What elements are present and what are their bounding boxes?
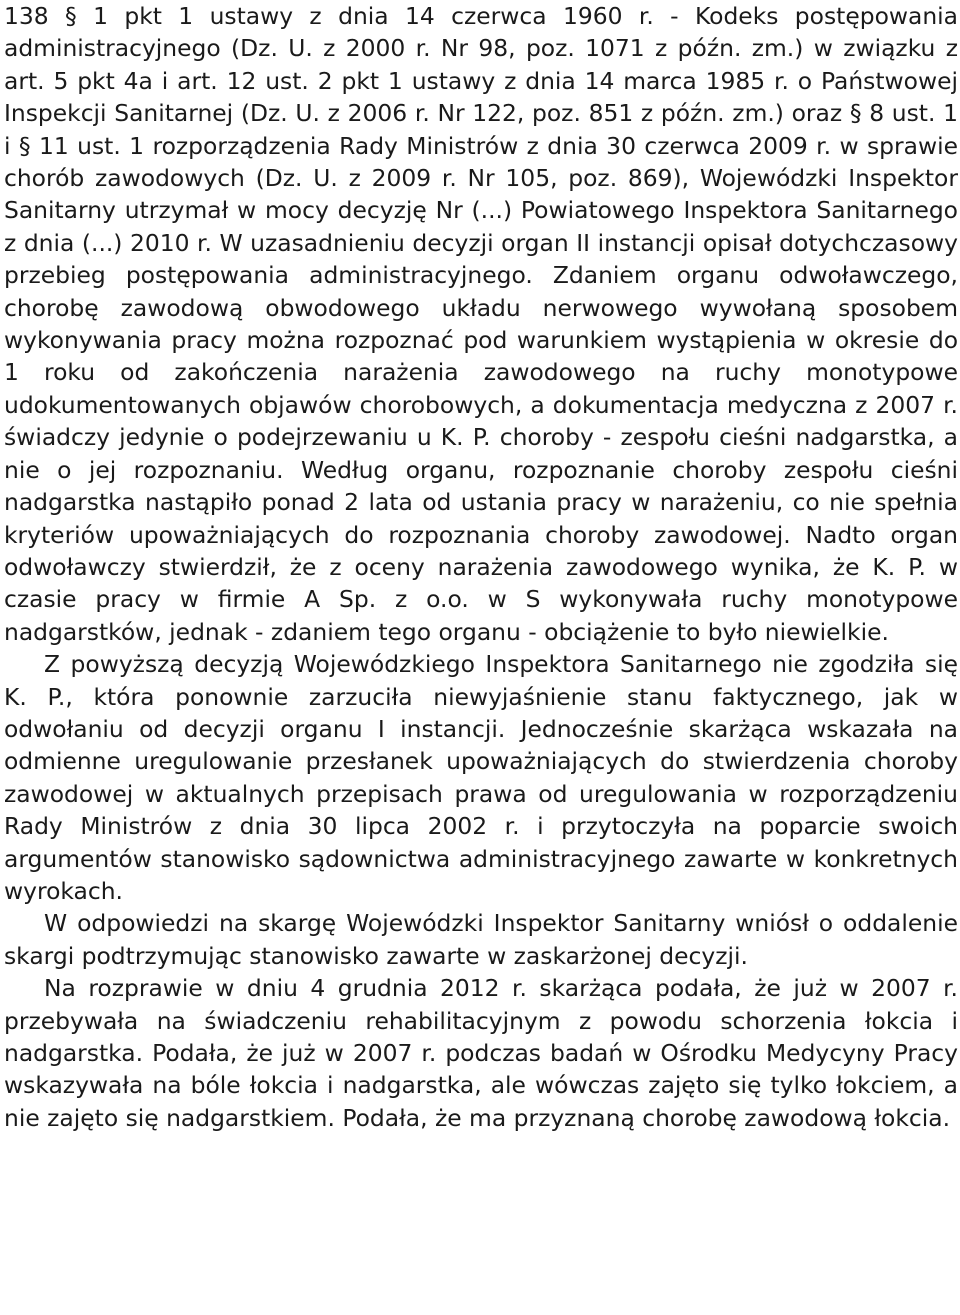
paragraph-response: W odpowiedzi na skargę Wojewódzki Inspektor Sanitarny wniósł o oddalenie skargi podtrzymując stanowisko zawarte w zaskarżonej decyzji.	[4, 909, 958, 970]
paragraph-complaint: Z powyższą decyzją Wojewódzkiego Inspektora Sanitarnego nie zgodziła się K. P., która ponownie zarzuciła niewyjaśnienie stanu faktycznego, jak w odwołaniu od decyzji organu I instancji. Jednocześnie skarżąca wskazała na odmienne uregulowanie przesłanek upoważniających do stwierdzenia choroby zawodowej w aktualnych przepisach prawa od uregulowania w rozporządzeniu Rady Ministrów z dnia 30 lipca 2002 r. i przytoczyła na poparcie swoich argumentów stanowisko sądownictwa administracyjnego zawarte w konkretnych wyrokach.	[4, 650, 958, 905]
document-body	[4, 0, 958, 1134]
paragraph-decision-basis: 138 § 1 pkt 1 ustawy z dnia 14 czerwca 1960 r. - Kodeks postępowania administracyjnego (Dz. U. z 2000 r. Nr 98, poz. 1071 z późn. zm.) w związku z art. 5 pkt 4a i art. 12 ust. 2 pkt 1 ustawy z dnia 14 marca 1985 r. o Państwowej Inspekcji Sanitarnej (Dz. U. z 2006 r. Nr 122, poz. 851 z późn. zm.) oraz § 8 ust. 1 i § 11 ust. 1 rozporządzenia Rady Ministrów z dnia 30 czerwca 2009 r. w sprawie chorób zawodowych (Dz. U. z 2009 r. Nr 105, poz. 869), Wojewódzki Inspektor Sanitarny utrzymał w mocy decyzję Nr (...) Powiatowego Inspektora Sanitarnego z dnia (...) 2010 r. W uzasadnieniu decyzji organ II instancji opisał dotychczasowy przebieg postępowania administracyjnego. Zdaniem organu odwoławczego, chorobę zawodową obwodowego układu nerwowego wywołaną sposobem wykonywania pracy można rozpoznać pod warunkiem wystąpienia w okresie do 1 roku od zakończenia narażenia zawodowego na ruchy monotypowe udokumentowanych objawów chorobowych, a dokumentacja medyczna z 2007 r. świadczy jedynie o podejrzewaniu u K. P. choroby - zespołu cieśni nadgarstka, a nie o jej rozpoznaniu. Według organu, rozpoznanie choroby zespołu cieśni nadgarstka nastąpiło ponad 2 lata od ustania pracy w narażeniu, co nie spełnia kryteriów upoważniających do rozpoznania choroby zawodowej. Nadto organ odwoławczy stwierdził, że z oceny narażenia zawodowego wynika, że K. P. w czasie pracy w firmie A Sp. z o.o. w S wykonywała ruchy monotypowe nadgarstków, jednak - zdaniem tego organu - obciążenie to było niewielkie.	[4, 2, 958, 646]
paragraph-hearing: Na rozprawie w dniu 4 grudnia 2012 r. skarżąca podała, że już w 2007 r. przebywała na świadczeniu rehabilitacyjnym z powodu schorzenia łokcia i nadgarstka. Podała, że już w 2007 r. podczas badań w Ośrodku Medycyny Pracy wskazywała na bóle łokcia i nadgarstka, ale wówczas zajęto się tylko łokciem, a nie zajęto się nadgarstkiem. Podała, że ma przyznaną chorobę zawodową łokcia.	[4, 974, 958, 1132]
